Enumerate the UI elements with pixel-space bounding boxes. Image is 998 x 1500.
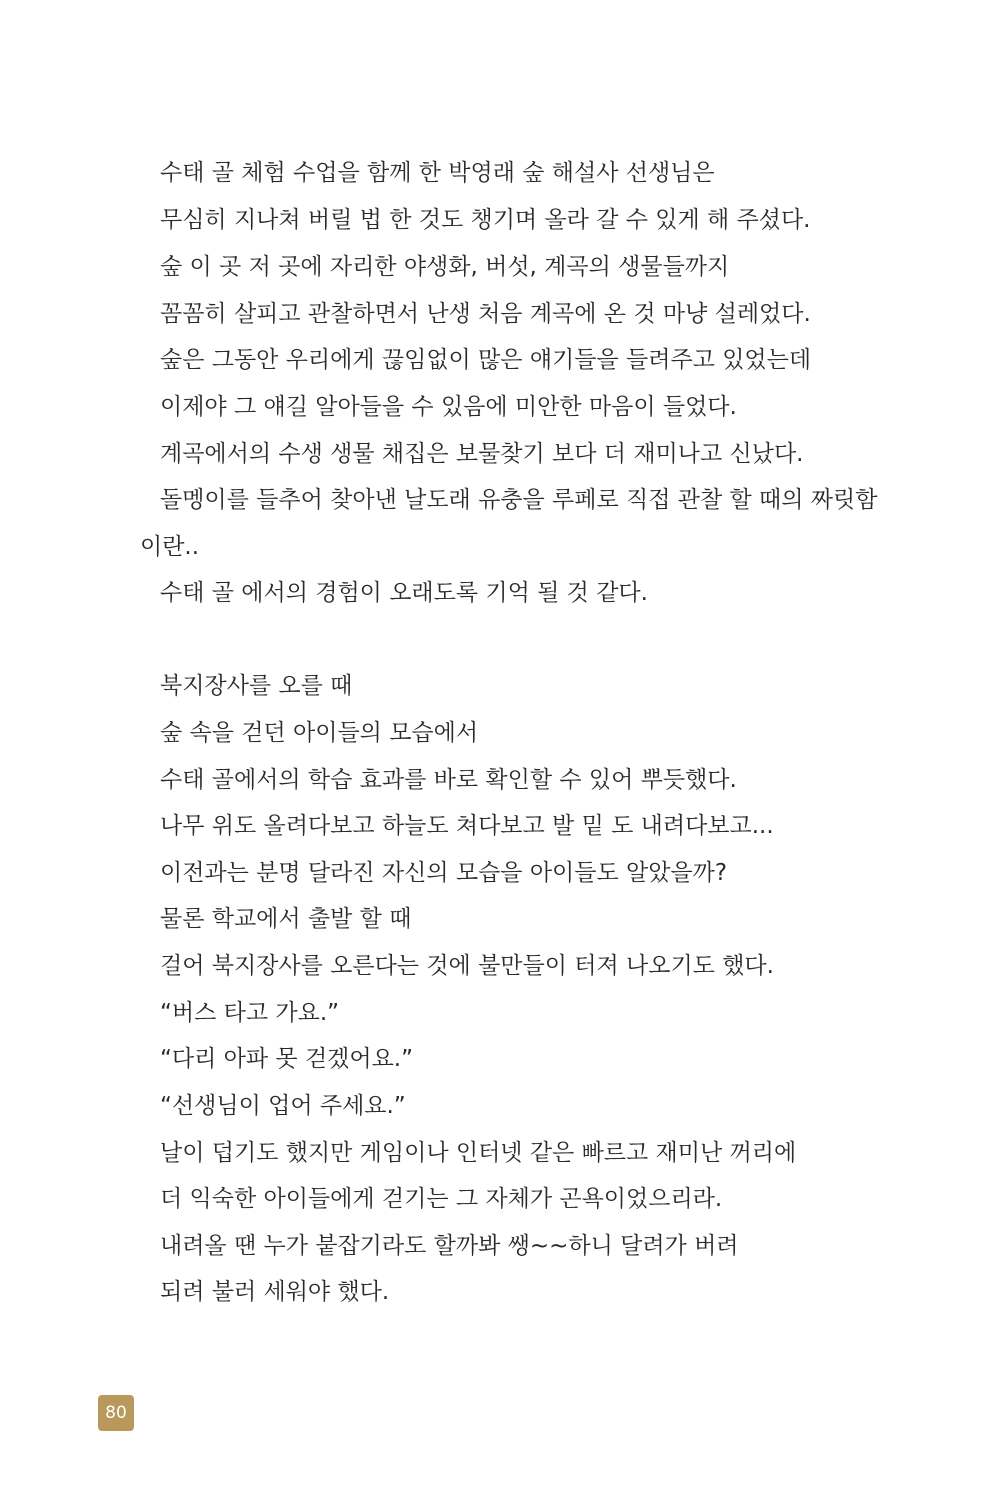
text-line: 숲 이 곳 저 곳에 자리한 야생화, 버섯, 계곡의 생물들까지 — [160, 254, 730, 280]
text-line: 숲은 그동안 우리에게 끊임없이 많은 얘기들을 들려주고 있었는데 — [160, 347, 812, 373]
text-line: 수태 골 체험 수업을 함께 한 박영래 숲 해설사 선생님은 — [160, 160, 715, 186]
text-line: 이제야 그 얘길 알아들을 수 있음에 미안한 마음이 들었다. — [160, 394, 737, 420]
text-line: 이전과는 분명 달라진 자신의 모습을 아이들도 알았을까? — [160, 860, 728, 886]
text-line: 걸어 북지장사를 오른다는 것에 불만들이 터져 나오기도 했다. — [160, 953, 774, 979]
text-line: 이란.. — [140, 534, 200, 560]
text-line: 수태 골 에서의 경험이 오래도록 기억 될 것 같다. — [160, 580, 648, 606]
text-line: “선생님이 업어 주세요.” — [160, 1093, 406, 1119]
text-line: 물론 학교에서 출발 할 때 — [160, 906, 412, 932]
text-line: 더 익숙한 아이들에게 걷기는 그 자체가 곤욕이었으리라. — [160, 1186, 723, 1212]
text-line: “버스 타고 가요.” — [160, 1000, 340, 1026]
text-line: 무심히 지나쳐 버릴 법 한 것도 챙기며 올라 갈 수 있게 해 주셨다. — [160, 207, 811, 233]
text-line: 나무 위도 올려다보고 하늘도 쳐다보고 발 밑 도 내려다보고... — [160, 813, 774, 839]
text-line: 꼼꼼히 살피고 관찰하면서 난생 처음 계곡에 온 것 마냥 설레었다. — [160, 301, 811, 327]
text-line: 숲 속을 걷던 아이들의 모습에서 — [160, 720, 479, 746]
text-line: 수태 골에서의 학습 효과를 바로 확인할 수 있어 뿌듯했다. — [160, 767, 737, 793]
text-line: 내려올 땐 누가 붙잡기라도 할까봐 쌩~~하니 달려가 버려 — [160, 1233, 739, 1259]
text-line: “다리 아파 못 걷겠어요.” — [160, 1046, 414, 1072]
text-line: 돌멩이를 들추어 찾아낸 날도래 유충을 루페로 직접 관찰 할 때의 짜릿함 — [160, 487, 878, 513]
text-line: 계곡에서의 수생 생물 채집은 보물찾기 보다 더 재미나고 신났다. — [160, 441, 804, 467]
page-number-badge: 80 — [98, 1395, 134, 1431]
text-line: 되려 불러 세워야 했다. — [160, 1279, 390, 1305]
text-line: 날이 덥기도 했지만 게임이나 인터넷 같은 빠르고 재미난 꺼리에 — [160, 1140, 797, 1166]
text-line: 북지장사를 오를 때 — [160, 673, 353, 699]
